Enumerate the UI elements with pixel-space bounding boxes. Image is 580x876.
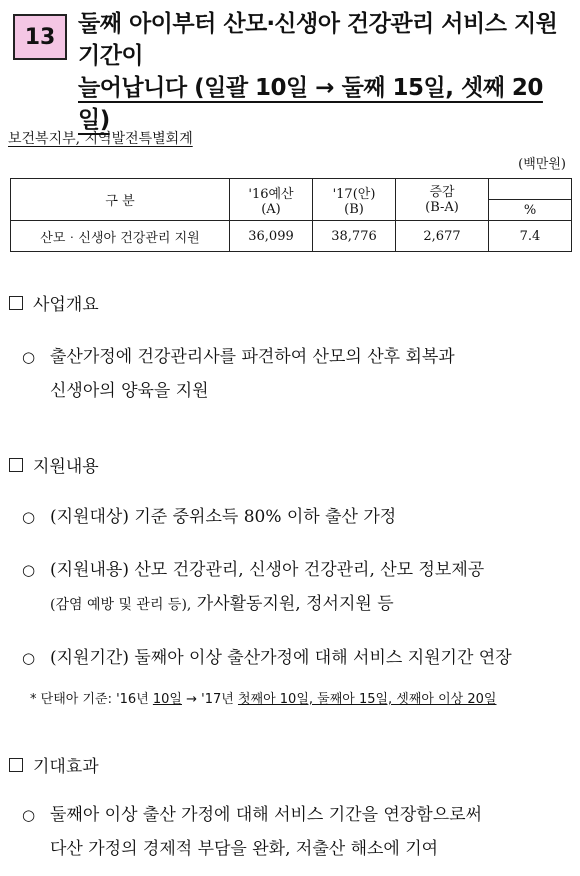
cell-category: 산모‧신생아 건강관리 지원 bbox=[11, 221, 230, 252]
title-line-2: 늘어납니다 (일괄 10일 → 둘째 15일, 셋째 20일) bbox=[78, 75, 543, 133]
header-2016 bbox=[230, 179, 313, 221]
table-row bbox=[11, 221, 572, 252]
unit-label: (백만원) bbox=[518, 157, 566, 172]
support-bullet-content bbox=[22, 553, 574, 622]
circle-bullet-icon: ○ bbox=[22, 649, 36, 667]
overview-line-1: 출산가정에 건강관리사를 파견하여 산모의 산후 회복과 bbox=[50, 347, 455, 367]
cell-diff: 2,677 bbox=[396, 221, 489, 252]
header-category: 구 분 bbox=[11, 179, 230, 221]
cell-pct: 7.4 bbox=[489, 221, 572, 252]
effect-line-2: 다산 가정의 경제적 부담을 완화, 저출산 해소에 기여 bbox=[50, 839, 439, 859]
footnote-arrow: → '17년 bbox=[182, 692, 238, 707]
footnote-prefix: 단태아 기준: '16년 bbox=[40, 692, 153, 707]
header-2016-label: '16예산 bbox=[248, 186, 294, 202]
overview-bullet bbox=[22, 340, 574, 408]
support-content-rest: 가사활동지원, 정서지원 등 bbox=[191, 594, 394, 614]
cell-2017: 38,776 bbox=[313, 221, 396, 252]
support-content-line-1: (지원내용) 산모 건강관리, 신생아 건강관리, 산모 정보제공 bbox=[50, 560, 485, 580]
item-number-badge bbox=[13, 14, 67, 60]
budget-table bbox=[10, 178, 572, 252]
circle-bullet-icon: ○ bbox=[22, 508, 36, 526]
support-content-small: (감염 예방 및 관리 등), bbox=[50, 597, 192, 613]
effect-bullet bbox=[22, 798, 574, 866]
overview-line-2: 신생아의 양육을 지원 bbox=[50, 381, 209, 401]
section-support-heading bbox=[9, 452, 99, 477]
support-target-text: (지원대상) 기준 중위소득 80% 이하 출산 가정 bbox=[50, 507, 397, 527]
checkbox-square-icon bbox=[9, 758, 23, 772]
checkbox-square-icon bbox=[9, 458, 23, 472]
page-title bbox=[78, 8, 570, 136]
checkbox-square-icon bbox=[9, 296, 23, 310]
circle-bullet-icon: ○ bbox=[22, 348, 36, 366]
support-period-text: (지원기간) 둘째아 이상 출산가정에 대해 서비스 지원기간 연장 bbox=[50, 648, 512, 668]
header-2017 bbox=[313, 179, 396, 221]
section-support-title: 지원내용 bbox=[33, 457, 99, 477]
support-footnote bbox=[30, 688, 496, 707]
header-diff: 증감 bbox=[396, 179, 489, 200]
header-2016-sub: (A) bbox=[261, 201, 281, 217]
footnote-star: * bbox=[30, 692, 37, 707]
header-pct: % bbox=[489, 200, 572, 221]
circle-bullet-icon: ○ bbox=[22, 561, 36, 579]
support-bullet-target bbox=[22, 500, 574, 534]
support-bullet-period bbox=[22, 641, 574, 675]
section-effect-title: 기대효과 bbox=[33, 757, 99, 777]
header-pct-blank bbox=[489, 179, 572, 200]
circle-bullet-icon: ○ bbox=[22, 806, 36, 824]
effect-line-1: 둘째아 이상 출산 가정에 대해 서비스 기간을 연장함으로써 bbox=[50, 805, 482, 825]
title-line-1: 둘째 아이부터 산모‧신생아 건강관리 서비스 지원기간이 bbox=[78, 11, 558, 69]
item-number: 13 bbox=[24, 24, 56, 50]
cell-2016: 36,099 bbox=[230, 221, 313, 252]
section-effect-heading bbox=[9, 752, 99, 777]
budget-source: 보건복지부, 지역발전특별회계 bbox=[8, 131, 193, 147]
header-2017-sub: (B) bbox=[344, 201, 364, 217]
section-overview-title: 사업개요 bbox=[33, 295, 99, 315]
header-2017-label: '17(안) bbox=[332, 186, 376, 202]
section-overview-heading bbox=[9, 290, 99, 315]
footnote-underlined-1: 10일 bbox=[152, 692, 182, 707]
header-diff-sub: (B-A) bbox=[396, 200, 489, 221]
footnote-underlined-2: 첫째아 10일, 둘째아 15일, 셋째아 이상 20일 bbox=[237, 692, 497, 707]
